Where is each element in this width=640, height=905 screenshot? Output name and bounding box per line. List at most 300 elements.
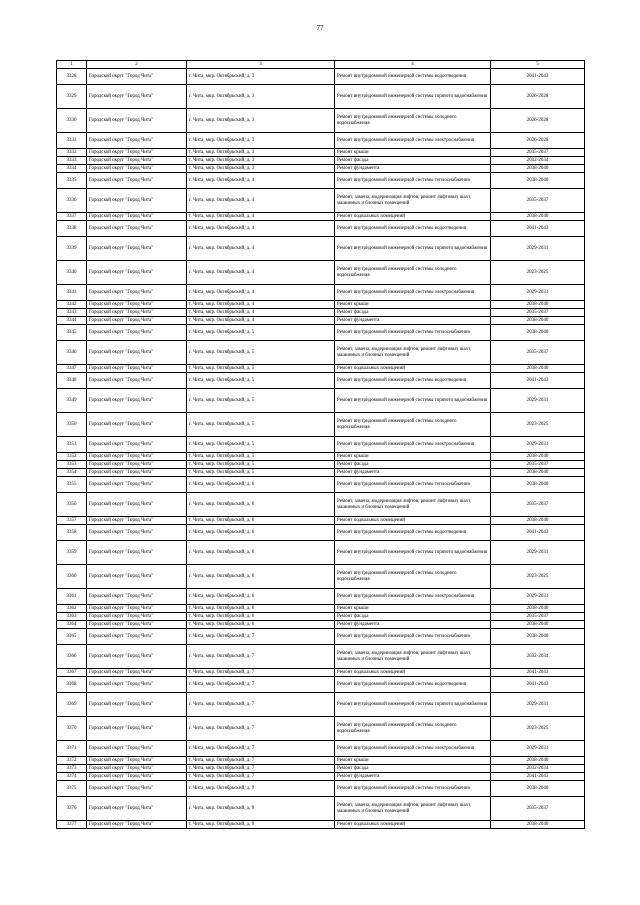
table-row [57,589,585,605]
district-cell: Городской округ "Город Чита" [87,629,187,645]
district-cell: Городской округ "Город Чита" [87,85,187,109]
district-cell: Городской округ "Город Чита" [87,605,187,613]
table-row [57,677,585,693]
address-cell: г. Чита, мкр. Октябрьский, д. 4 [187,285,335,301]
period-cell: 2023-2025 [491,717,585,741]
work-type-cell: Ремонт внутридомовой инженерной системы холодного водоснабжения [335,717,491,741]
address-cell: г. Чита, мкр. Октябрьский, д. 6 [187,541,335,565]
work-type-cell: Ремонт внутридомовой инженерной системы горячего водоснабжения [335,85,491,109]
address-cell: г. Чита, мкр. Октябрьский, д. 7 [187,669,335,677]
work-type-cell: Ремонт крыши [335,149,491,157]
district-cell: Городской округ "Город Чита" [87,477,187,493]
address-cell: г. Чита, мкр. Октябрьский, д. 6 [187,613,335,621]
address-cell: г. Чита, мкр. Октябрьский, д. 4 [187,173,335,189]
work-type-cell: Ремонт крыши [335,757,491,765]
period-cell: 2029-2031 [491,237,585,261]
period-cell: 2029-2031 [491,285,585,301]
work-type-cell: Ремонт фундамента [335,469,491,477]
row-number-cell: 3368 [57,677,87,693]
table-row [57,261,585,285]
table-row [57,741,585,757]
row-number-cell: 3328 [57,69,87,85]
row-number-cell: 3337 [57,213,87,221]
work-type-cell: Ремонт внутридомовой инженерной системы электроснабжения [335,437,491,453]
header-cell-address: 3 [187,61,335,69]
table-row [57,461,585,469]
table-row [57,309,585,317]
table-row [57,437,585,453]
work-type-cell: Ремонт фасада [335,309,491,317]
district-cell: Городской округ "Город Чита" [87,157,187,165]
address-cell: г. Чита, мкр. Октябрьский, д. 4 [187,309,335,317]
work-type-cell: Ремонт внутридомовой инженерной системы водоотведения [335,221,491,237]
table-row [57,301,585,309]
table-row [57,757,585,765]
district-cell: Городской округ "Город Чита" [87,341,187,365]
address-cell: г. Чита, мкр. Октябрьский, д. 7 [187,741,335,757]
period-cell: 2038-2040 [491,477,585,493]
table-row [57,157,585,165]
table-row [57,517,585,525]
district-cell: Городской округ "Город Чита" [87,165,187,173]
district-cell: Городской округ "Город Чита" [87,757,187,765]
work-type-cell: Ремонт подвальных помещений [335,365,491,373]
table-row [57,541,585,565]
period-cell: 2023-2025 [491,413,585,437]
work-type-cell: Ремонт подвальных помещений [335,517,491,525]
work-type-cell: Ремонт фасада [335,157,491,165]
district-cell: Городской округ "Город Чита" [87,173,187,189]
district-cell: Городской округ "Город Чита" [87,461,187,469]
address-cell: г. Чита, мкр. Октябрьский, д. 5 [187,413,335,437]
row-number-cell: 3351 [57,437,87,453]
row-number-cell: 3353 [57,461,87,469]
row-number-cell: 3359 [57,541,87,565]
row-number-cell: 3336 [57,189,87,213]
header-cell-number: 1 [57,61,87,69]
address-cell: г. Чита, мкр. Октябрьский, д. 3 [187,149,335,157]
district-cell: Городской округ "Город Чита" [87,109,187,133]
table-row [57,621,585,629]
address-cell: г. Чита, мкр. Октябрьский, д. 4 [187,213,335,221]
table-row [57,237,585,261]
table-row [57,85,585,109]
work-type-cell: Ремонт фасада [335,613,491,621]
period-cell: 2041-2043 [491,773,585,781]
address-cell: г. Чита, мкр. Октябрьский, д. 6 [187,565,335,589]
work-type-cell: Ремонт внутридомовой инженерной системы горячего водоснабжения [335,541,491,565]
period-cell: 2038-2040 [491,605,585,613]
address-cell: г. Чита, мкр. Октябрьский, д. 9 [187,781,335,797]
district-cell: Городской округ "Город Чита" [87,717,187,741]
district-cell: Городской округ "Город Чита" [87,669,187,677]
period-cell: 2038-2040 [491,453,585,461]
row-number-cell: 3344 [57,317,87,325]
work-type-cell: Ремонт подвальных помещений [335,669,491,677]
period-cell: 2041-2043 [491,677,585,693]
work-type-cell: Ремонт, замена, модернизация лифтов, ремонт лифтовых шахт, машинных и блочных помещений [335,189,491,213]
row-number-cell: 3330 [57,109,87,133]
period-cell: 2038-2040 [491,757,585,765]
address-cell: г. Чита, мкр. Октябрьский, д. 5 [187,469,335,477]
row-number-cell: 3375 [57,781,87,797]
table-row [57,525,585,541]
district-cell: Городской округ "Город Чита" [87,613,187,621]
district-cell: Городской округ "Город Чита" [87,413,187,437]
address-cell: г. Чита, мкр. Октябрьский, д. 7 [187,757,335,765]
period-cell: 2026-2028 [491,109,585,133]
district-cell: Городской округ "Город Чита" [87,309,187,317]
table-row [57,693,585,717]
row-number-cell: 3332 [57,149,87,157]
district-cell: Городской округ "Город Чита" [87,373,187,389]
table-row [57,173,585,189]
row-number-cell: 3370 [57,717,87,741]
district-cell: Городской округ "Город Чита" [87,765,187,773]
work-type-cell: Ремонт фундамента [335,773,491,781]
period-cell: 2038-2040 [491,165,585,173]
table-row [57,109,585,133]
row-number-cell: 3345 [57,325,87,341]
row-number-cell: 3335 [57,173,87,189]
address-cell: г. Чита, мкр. Октябрьский, д. 3 [187,133,335,149]
address-cell: г. Чита, мкр. Октябрьский, д. 6 [187,477,335,493]
period-cell: 2038-2040 [491,781,585,797]
row-number-cell: 3369 [57,693,87,717]
work-type-cell: Ремонт, замена, модернизация лифтов, ремонт лифтовых шахт, машинных и блочных помещений [335,797,491,821]
row-number-cell: 3358 [57,525,87,541]
district-cell: Городской округ "Город Чита" [87,133,187,149]
table-row [57,605,585,613]
work-type-cell: Ремонт подвальных помещений [335,213,491,221]
address-cell: г. Чита, мкр. Октябрьский, д. 6 [187,517,335,525]
address-cell: г. Чита, мкр. Октябрьский, д. 7 [187,717,335,741]
row-number-cell: 3373 [57,765,87,773]
work-type-cell: Ремонт фундамента [335,165,491,173]
work-type-cell: Ремонт внутридомовой инженерной системы горячего водоснабжения [335,237,491,261]
table-row [57,821,585,829]
district-cell: Городской округ "Город Чита" [87,237,187,261]
work-type-cell: Ремонт крыши [335,605,491,613]
table-row [57,669,585,677]
row-number-cell: 3329 [57,85,87,109]
work-type-cell: Ремонт внутридомовой инженерной системы горячего водоснабжения [335,389,491,413]
table-row [57,773,585,781]
period-cell: 2035-2037 [491,493,585,517]
work-type-cell: Ремонт, замена, модернизация лифтов, ремонт лифтовых шахт, машинных и блочных помещений [335,493,491,517]
district-cell: Городской округ "Город Чита" [87,589,187,605]
row-number-cell: 3374 [57,773,87,781]
row-number-cell: 3364 [57,621,87,629]
district-cell: Городской округ "Город Чита" [87,773,187,781]
address-cell: г. Чита, мкр. Октябрьский, д. 7 [187,693,335,717]
table-row [57,389,585,413]
period-cell: 2038-2040 [491,621,585,629]
table-row [57,565,585,589]
work-type-cell: Ремонт внутридомовой инженерной системы холодного водоснабжения [335,565,491,589]
period-cell: 2035-2037 [491,797,585,821]
district-cell: Городской округ "Город Чита" [87,301,187,309]
address-cell: г. Чита, мкр. Октябрьский, д. 7 [187,773,335,781]
address-cell: г. Чита, мкр. Октябрьский, д. 4 [187,301,335,309]
row-number-cell: 3352 [57,453,87,461]
work-type-cell: Ремонт внутридомовой инженерной системы электроснабжения [335,741,491,757]
header-cell-work: 4 [335,61,491,69]
period-cell: 2023-2025 [491,565,585,589]
period-cell: 2029-2031 [491,389,585,413]
row-number-cell: 3339 [57,237,87,261]
period-cell: 2038-2040 [491,821,585,829]
address-cell: г. Чита, мкр. Октябрьский, д. 5 [187,341,335,365]
period-cell: 2026-2028 [491,85,585,109]
period-cell: 2038-2040 [491,365,585,373]
work-type-cell: Ремонт подвальных помещений [335,821,491,829]
table-row [57,781,585,797]
work-type-cell: Ремонт фасада [335,765,491,773]
work-type-cell: Ремонт крыши [335,301,491,309]
work-type-cell: Ремонт внутридомовой инженерной системы теплоснабжения [335,325,491,341]
row-number-cell: 3357 [57,517,87,525]
district-cell: Городской округ "Город Чита" [87,525,187,541]
period-cell: 2041-2043 [491,525,585,541]
work-type-cell: Ремонт внутридомовой инженерной системы водоотведения [335,69,491,85]
work-type-cell: Ремонт фундамента [335,317,491,325]
work-type-cell: Ремонт внутридомовой инженерной системы теплоснабжения [335,629,491,645]
district-cell: Городской округ "Город Чита" [87,781,187,797]
row-number-cell: 3354 [57,469,87,477]
row-number-cell: 3372 [57,757,87,765]
district-cell: Городской округ "Город Чита" [87,565,187,589]
address-cell: г. Чита, мкр. Октябрьский, д. 3 [187,109,335,133]
table-row [57,493,585,517]
work-type-cell: Ремонт внутридомовой инженерной системы водоотведения [335,373,491,389]
district-cell: Городской округ "Город Чита" [87,213,187,221]
period-cell: 2041-2043 [491,373,585,389]
table-row [57,341,585,365]
header-cell-district: 2 [87,61,187,69]
address-cell: г. Чита, мкр. Октябрьский, д. 9 [187,797,335,821]
district-cell: Городской округ "Город Чита" [87,469,187,477]
row-number-cell: 3343 [57,309,87,317]
address-cell: г. Чита, мкр. Октябрьский, д. 4 [187,221,335,237]
address-cell: г. Чита, мкр. Октябрьский, д. 4 [187,189,335,213]
table-row [57,213,585,221]
period-cell: 2038-2040 [491,325,585,341]
address-cell: г. Чита, мкр. Октябрьский, д. 5 [187,373,335,389]
work-type-cell: Ремонт, замена, модернизация лифтов, ремонт лифтовых шахт, машинных и блочных помещений [335,341,491,365]
address-cell: г. Чита, мкр. Октябрьский, д. 4 [187,261,335,285]
district-cell: Городской округ "Город Чита" [87,221,187,237]
district-cell: Городской округ "Город Чита" [87,189,187,213]
row-number-cell: 3355 [57,477,87,493]
period-cell: 2041-2043 [491,69,585,85]
table-row [57,285,585,301]
table-row [57,165,585,173]
repair-schedule-table [56,60,585,829]
row-number-cell: 3363 [57,613,87,621]
work-type-cell: Ремонт фундамента [335,621,491,629]
row-number-cell: 3331 [57,133,87,149]
work-type-cell: Ремонт внутридомовой инженерной системы электроснабжения [335,285,491,301]
row-number-cell: 3340 [57,261,87,285]
row-number-cell: 3347 [57,365,87,373]
work-type-cell: Ремонт внутридомовой инженерной системы теплоснабжения [335,173,491,189]
period-cell: 2035-2037 [491,461,585,469]
address-cell: г. Чита, мкр. Октябрьский, д. 6 [187,605,335,613]
table-row [57,133,585,149]
period-cell: 2032-2034 [491,157,585,165]
district-cell: Городской округ "Город Чита" [87,741,187,757]
row-number-cell: 3349 [57,389,87,413]
district-cell: Городской округ "Город Чита" [87,453,187,461]
work-type-cell: Ремонт внутридомовой инженерной системы электроснабжения [335,133,491,149]
period-cell: 2038-2040 [491,317,585,325]
district-cell: Городской округ "Город Чита" [87,621,187,629]
period-cell: 2035-2037 [491,189,585,213]
period-cell: 2035-2037 [491,149,585,157]
period-cell: 2029-2031 [491,693,585,717]
district-cell: Городской округ "Город Чита" [87,541,187,565]
work-type-cell: Ремонт крыши [335,453,491,461]
address-cell: г. Чита, мкр. Октябрьский, д. 5 [187,365,335,373]
district-cell: Городской округ "Город Чита" [87,149,187,157]
district-cell: Городской округ "Город Чита" [87,365,187,373]
header-cell-period: 5 [491,61,585,69]
row-number-cell: 3348 [57,373,87,389]
district-cell: Городской округ "Город Чита" [87,797,187,821]
period-cell: 2029-2031 [491,589,585,605]
table-row [57,365,585,373]
row-number-cell: 3341 [57,285,87,301]
address-cell: г. Чита, мкр. Октябрьский, д. 3 [187,69,335,85]
address-cell: г. Чита, мкр. Октябрьский, д. 7 [187,629,335,645]
district-cell: Городской округ "Город Чита" [87,69,187,85]
table-row [57,69,585,85]
period-cell: 2032-2034 [491,765,585,773]
period-cell: 2032-2034 [491,645,585,669]
row-number-cell: 3342 [57,301,87,309]
row-number-cell: 3350 [57,413,87,437]
address-cell: г. Чита, мкр. Октябрьский, д. 6 [187,621,335,629]
district-cell: Городской округ "Город Чита" [87,693,187,717]
table-row [57,613,585,621]
period-cell: 2038-2040 [491,629,585,645]
period-cell: 2035-2037 [491,613,585,621]
period-cell: 2023-2025 [491,261,585,285]
address-cell: г. Чита, мкр. Октябрьский, д. 5 [187,325,335,341]
district-cell: Городской округ "Город Чита" [87,517,187,525]
period-cell: 2038-2040 [491,173,585,189]
page-number: 77 [316,24,324,32]
row-number-cell: 3362 [57,605,87,613]
work-type-cell: Ремонт внутридомовой инженерной системы горячего водоснабжения [335,693,491,717]
address-cell: г. Чита, мкр. Октябрьский, д. 5 [187,437,335,453]
address-cell: г. Чита, мкр. Октябрьский, д. 5 [187,461,335,469]
row-number-cell: 3346 [57,341,87,365]
address-cell: г. Чита, мкр. Октябрьский, д. 7 [187,765,335,773]
work-type-cell: Ремонт внутридомовой инженерной системы теплоснабжения [335,781,491,797]
address-cell: г. Чита, мкр. Октябрьский, д. 4 [187,317,335,325]
row-number-cell: 3365 [57,629,87,645]
address-cell: г. Чита, мкр. Октябрьский, д. 7 [187,645,335,669]
work-type-cell: Ремонт внутридомовой инженерной системы водоотведения [335,677,491,693]
row-number-cell: 3338 [57,221,87,237]
period-cell: 2038-2040 [491,301,585,309]
address-cell: г. Чита, мкр. Октябрьский, д. 5 [187,453,335,461]
address-cell: г. Чита, мкр. Октябрьский, д. 5 [187,389,335,413]
period-cell: 2029-2031 [491,437,585,453]
period-cell: 2038-2040 [491,517,585,525]
work-type-cell: Ремонт внутридомовой инженерной системы водоотведения [335,525,491,541]
work-type-cell: Ремонт, замена, модернизация лифтов, ремонт лифтовых шахт, машинных и блочных помещений [335,645,491,669]
district-cell: Городской округ "Город Чита" [87,821,187,829]
period-cell: 2026-2028 [491,133,585,149]
row-number-cell: 3376 [57,797,87,821]
row-number-cell: 3371 [57,741,87,757]
table-row [57,717,585,741]
address-cell: г. Чита, мкр. Октябрьский, д. 3 [187,157,335,165]
table-row [57,221,585,237]
work-type-cell: Ремонт внутридомовой инженерной системы холодного водоснабжения [335,109,491,133]
district-cell: Городской округ "Город Чита" [87,677,187,693]
table-row [57,373,585,389]
district-cell: Городской округ "Город Чита" [87,493,187,517]
address-cell: г. Чита, мкр. Октябрьский, д. 6 [187,525,335,541]
address-cell: г. Чита, мкр. Октябрьский, д. 6 [187,589,335,605]
district-cell: Городской округ "Город Чита" [87,285,187,301]
table-row [57,797,585,821]
table-row [57,325,585,341]
row-number-cell: 3356 [57,493,87,517]
period-cell: 2035-2037 [491,309,585,317]
table-row [57,453,585,461]
row-number-cell: 3334 [57,165,87,173]
period-cell: 2029-2031 [491,741,585,757]
table-row [57,413,585,437]
row-number-cell: 3333 [57,157,87,165]
address-cell: г. Чита, мкр. Октябрьский, д. 9 [187,821,335,829]
table-row [57,477,585,493]
table-row [57,317,585,325]
period-cell: 2041-2043 [491,221,585,237]
work-type-cell: Ремонт внутридомовой инженерной системы холодного водоснабжения [335,261,491,285]
district-cell: Городской округ "Город Чита" [87,261,187,285]
period-cell: 2029-2031 [491,541,585,565]
row-number-cell: 3361 [57,589,87,605]
period-cell: 2038-2040 [491,469,585,477]
table-row [57,629,585,645]
district-cell: Городской округ "Город Чита" [87,437,187,453]
work-type-cell: Ремонт внутридомовой инженерной системы холодного водоснабжения [335,413,491,437]
period-cell: 2038-2040 [491,213,585,221]
address-cell: г. Чита, мкр. Октябрьский, д. 3 [187,85,335,109]
address-cell: г. Чита, мкр. Октябрьский, д. 7 [187,677,335,693]
address-cell: г. Чита, мкр. Октябрьский, д. 4 [187,237,335,261]
address-cell: г. Чита, мкр. Октябрьский, д. 3 [187,165,335,173]
table-row [57,469,585,477]
row-number-cell: 3366 [57,645,87,669]
address-cell: г. Чита, мкр. Октябрьский, д. 6 [187,493,335,517]
district-cell: Городской округ "Город Чита" [87,317,187,325]
period-cell: 2035-2037 [491,341,585,365]
table-row [57,149,585,157]
table-row [57,645,585,669]
row-number-cell: 3360 [57,565,87,589]
table-row [57,189,585,213]
work-type-cell: Ремонт внутридомовой инженерной системы электроснабжения [335,589,491,605]
work-type-cell: Ремонт внутридомовой инженерной системы теплоснабжения [335,477,491,493]
period-cell: 2041-2043 [491,669,585,677]
